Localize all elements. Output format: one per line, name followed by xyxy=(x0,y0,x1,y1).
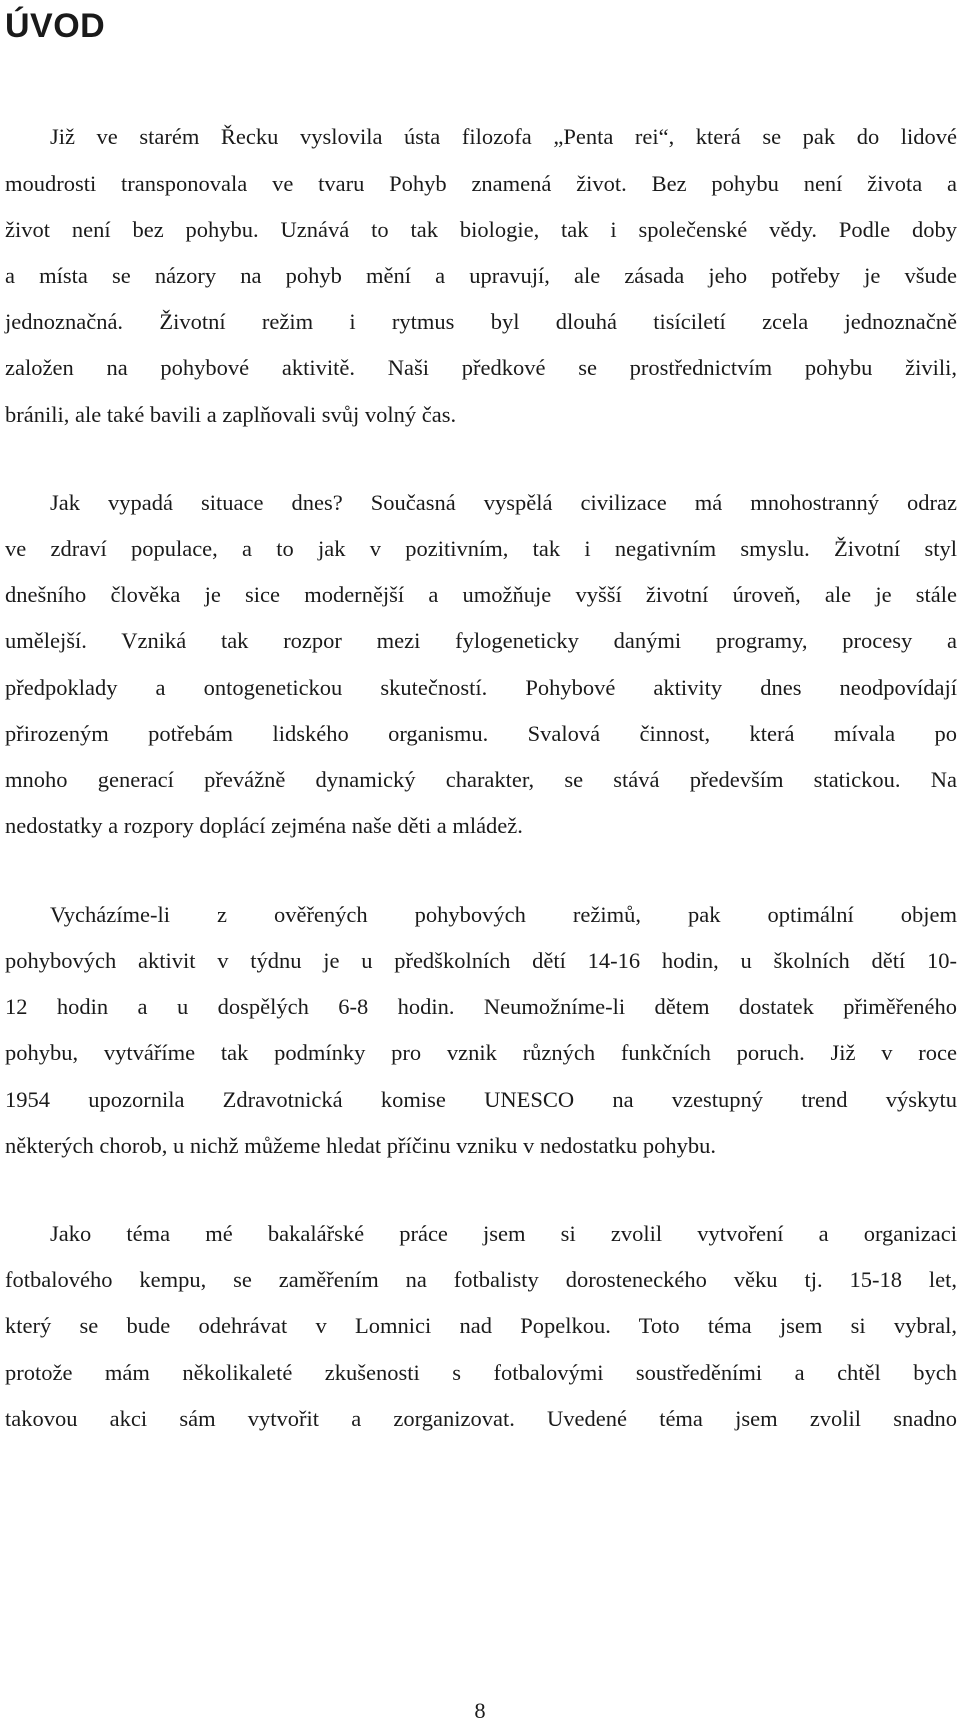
text-line: dnešního člověka je sice modernější a umožňuje vyšší životní úroveň, ale je stále xyxy=(5,582,957,607)
text-line: protože mám několikaleté zkušenosti s fotbalovými soustředěními a chtěl bych xyxy=(5,1360,957,1385)
page-number: 8 xyxy=(474,1698,486,1723)
text-line: pohybových aktivit v týdnu je u předškolních dětí 14-16 hodin, u školních dětí 10- xyxy=(5,948,957,973)
text-line: moudrosti transponovala ve tvaru Pohyb znamená život. Bez pohybu není života a xyxy=(5,171,957,196)
text-line: fotbalového kempu, se zaměřením na fotbalisty dorosteneckého věku tj. 15-18 let, xyxy=(5,1267,957,1292)
section-heading: ÚVOD xyxy=(5,7,106,45)
text-line: přirozeným potřebám lidského organismu. Svalová činnost, která mívala po xyxy=(5,721,957,746)
text-line: Vycházíme-li z ověřených pohybových režimů, pak optimální objem xyxy=(50,902,957,927)
text-line: mnoho generací převážně dynamický charakter, se stává především statickou. Na xyxy=(5,767,957,792)
text-line: takovou akci sám vytvořit a zorganizovat. Uvedené téma jsem zvolil snadno xyxy=(5,1406,957,1431)
text-line: život není bez pohybu. Uznává to tak biologie, tak i společenské vědy. Podle doby xyxy=(5,217,957,242)
text-line: nedostatky a rozpory doplácí zejména naše děti a mládež. xyxy=(5,813,523,838)
text-line: 12 hodin a u dospělých 6-8 hodin. Neumožníme-li dětem dostatek přiměřeného xyxy=(5,994,957,1019)
text-line: ve zdraví populace, a to jak v pozitivním, tak i negativním smyslu. Životní styl xyxy=(5,536,957,561)
text-line: jednoznačná. Životní režim i rytmus byl dlouhá tisíciletí zcela jednoznačně xyxy=(5,309,957,334)
text-line: Jak vypadá situace dnes? Současná vyspělá civilizace má mnohostranný odraz xyxy=(50,490,957,515)
text-line: předpoklady a ontogenetickou skutečností. Pohybové aktivity dnes neodpovídají xyxy=(5,675,957,700)
text-line: umělejší. Vzniká tak rozpor mezi fylogeneticky danými programy, procesy a xyxy=(5,628,957,653)
text-line: některých chorob, u nichž můžeme hledat příčinu vzniku v nedostatku pohybu. xyxy=(5,1133,717,1158)
text-line: Již ve starém Řecku vyslovila ústa filozofa „Penta rei“, která se pak do lidové xyxy=(50,124,957,149)
text-line: bránili, ale také bavili a zaplňovali svůj volný čas. xyxy=(5,402,457,427)
text-line: pohybu, vytváříme tak podmínky pro vznik různých funkčních poruch. Již v roce xyxy=(5,1040,957,1065)
text-line: který se bude odehrávat v Lomnici nad Popelkou. Toto téma jsem si vybral, xyxy=(5,1313,957,1338)
text-line: 1954 upozornila Zdravotnická komise UNESCO na vzestupný trend výskytu xyxy=(5,1087,957,1112)
text-line: založen na pohybové aktivitě. Naši předkové se prostřednictvím pohybu živili, xyxy=(5,355,957,380)
text-line: Jako téma mé bakalářské práce jsem si zvolil vytvoření a organizaci xyxy=(50,1221,957,1246)
text-line: a místa se názory na pohyb mění a upravují, ale zásada jeho potřeby je všude xyxy=(5,263,957,288)
